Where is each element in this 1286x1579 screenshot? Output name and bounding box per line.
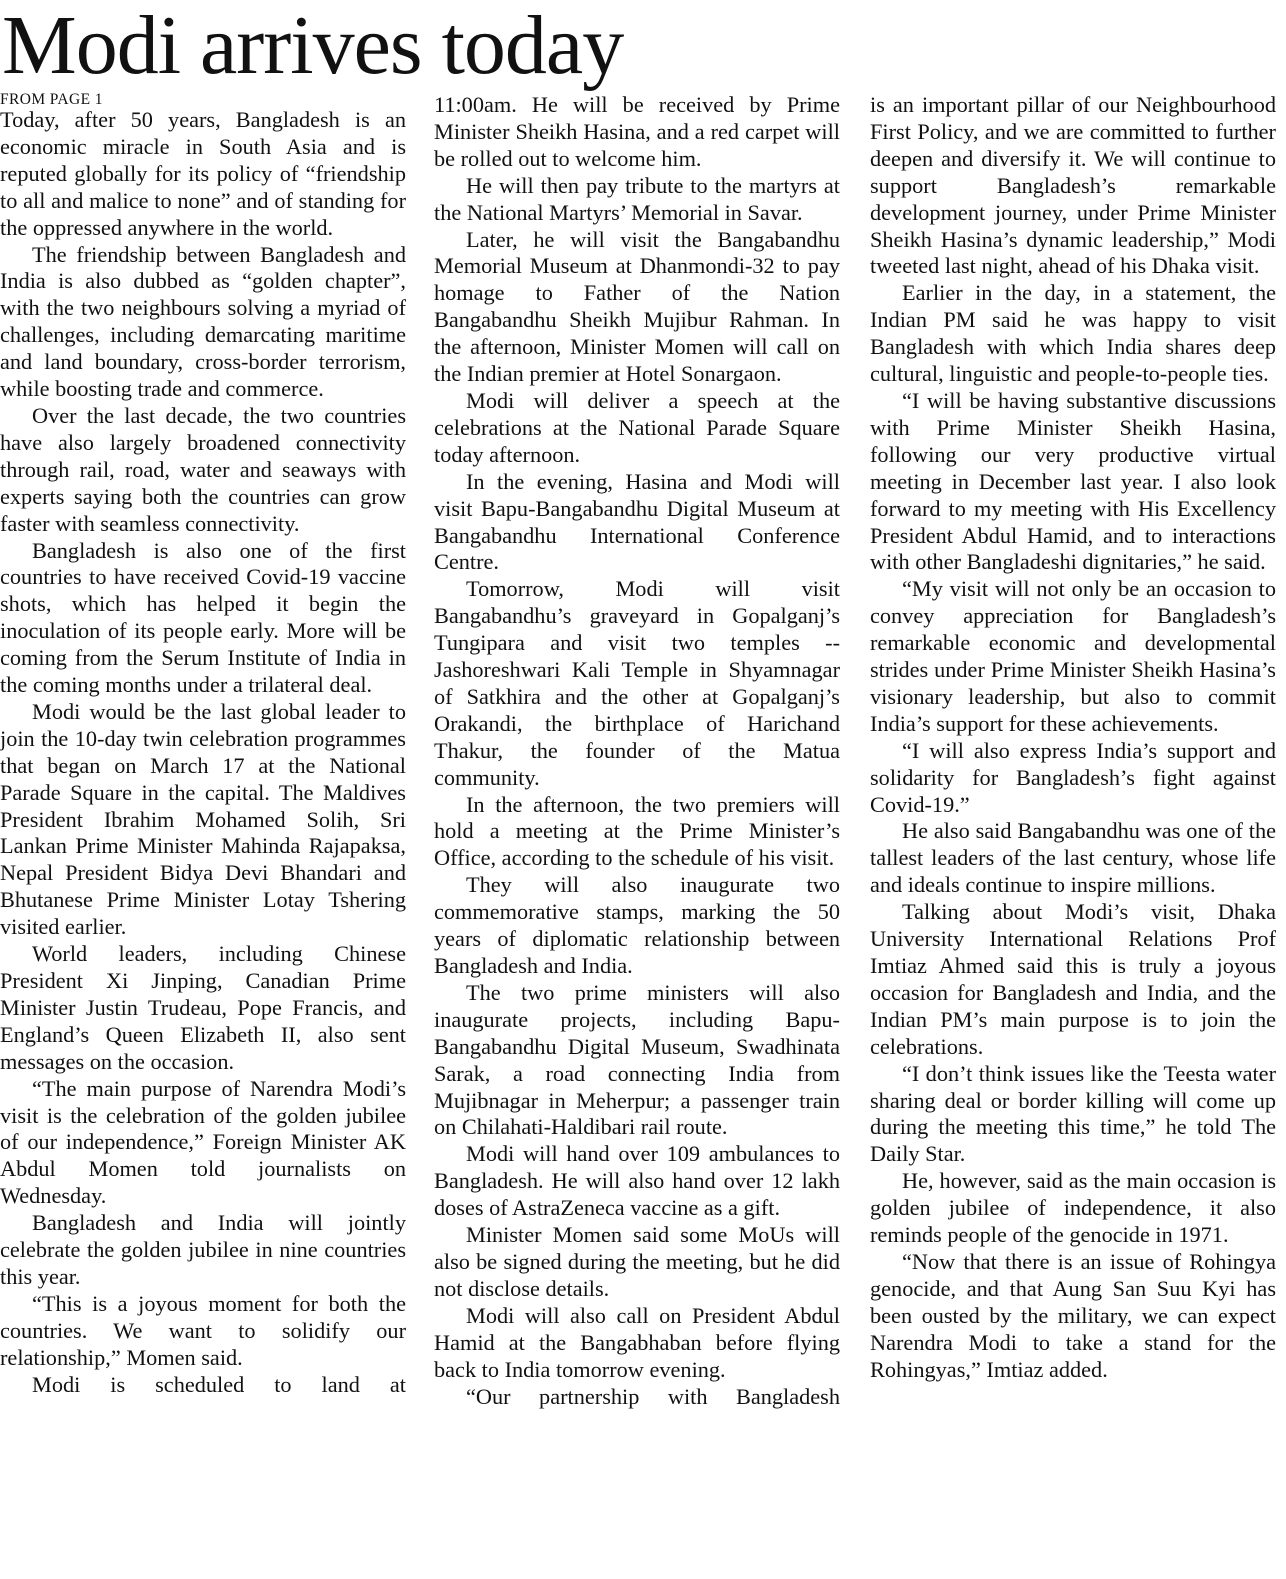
paragraph: “Our partnership with Bangladesh xyxy=(466,1383,840,1409)
paragraph: In the afternoon, the two premiers will hold a meeting at the Prime Minister’s Office, according to the schedule of his visit. xyxy=(434,791,840,871)
headline: Modi arrives today xyxy=(2,0,624,92)
paragraph: The two prime ministers will also inaugurate projects, including Bapu-Bangabandhu Digital Museum, Swadhinata Sarak, a road connecting India from Mujibnagar in Meherpur; a passenger train on Chilahati-Haldibari rail route. xyxy=(434,979,840,1140)
paragraph: He will then pay tribute to the martyrs at the National Martyrs’ Memorial in Savar. xyxy=(434,172,840,225)
paragraph: World leaders, including Chinese President Xi Jinping, Canadian Prime Minister Justin Trudeau, Pope Francis, and England’s Queen Elizabeth II, also sent messages on the occasion. xyxy=(0,941,406,1074)
paragraph: “The main purpose of Narendra Modi’s visit is the celebration of the golden jubilee of our independence,” Foreign Minister AK Abdul Momen told journalists on Wednesday. xyxy=(0,1075,406,1209)
paragraph: “I will be having substantive discussions with Prime Minister Sheikh Hasina, following our very productive virtual meeting in December last year. I also look forward to my meeting with His Excellency President Abdul Hamid, and to interactions with other Bangladeshi dignitaries,” he said. xyxy=(870,387,1276,575)
paragraph: “I will also express India’s support and solidarity for Bangladesh’s fight against Covid-19.” xyxy=(870,737,1276,817)
paragraph: “I don’t think issues like the Teesta water sharing deal or border killing will come up during the meeting this time,” he told The Daily Star. xyxy=(870,1060,1276,1167)
paragraph: He also said Bangabandhu was one of the tallest leaders of the last century, whose life and ideals continue to inspire millions. xyxy=(870,818,1276,898)
paragraph: Minister Momen said some MoUs will also be signed during the meeting, but he did not disclose details. xyxy=(434,1222,840,1301)
paragraph: Modi will deliver a speech at the celebrations at the National Parade Square today afternoon. xyxy=(434,387,840,467)
paragraph: is an important pillar of our Neighbourhood First Policy, and we are committed to further deepen and diversify it. We will continue to support Bangladesh’s remarkable development journey, under Prime Minister Sheikh Hasina’s dynamic leadership,” Modi tweeted last night, ahead of his Dhaka visit. xyxy=(870,92,1276,279)
paragraph: Modi is scheduled to land at xyxy=(32,1371,406,1397)
column-1 xyxy=(0,92,406,1572)
paragraph: In the evening, Hasina and Modi will visit Bapu-Bangabandhu Digital Museum at Bangabandhu International Conference Centre. xyxy=(434,468,840,575)
paragraph: Modi would be the last global leader to join the 10-day twin celebration programmes that began on March 17 at the National Parade Square in the capital. The Maldives President Ibrahim Mohamed Solih, Sri Lankan Prime Minister Mahinda Rajapaksa, Nepal President Bidya Devi Bhandari and Bhutanese Prime Minister Lotay Tshering visited earlier. xyxy=(0,698,406,940)
kicker: FROM PAGE 1 xyxy=(0,92,103,108)
column-3 xyxy=(870,92,1276,1572)
paragraph: The friendship between Bangladesh and India is also dubbed as “golden chapter”, with the two neighbours solving a myriad of challenges, including demarcating maritime and land boundary, cross-border terrorism, while boosting trade and commerce. xyxy=(0,241,406,402)
paragraph: Later, he will visit the Bangabandhu Memorial Museum at Dhanmondi-32 to pay homage to Father of the Nation Bangabandhu Sheikh Mujibur Rahman. In the afternoon, Minister Momen will call on the Indian premier at Hotel Sonargaon. xyxy=(434,226,840,387)
paragraph: Today, after 50 years, Bangladesh is an economic miracle in South Asia and is reputed globally for its policy of “friendship to all and malice to none” and of standing for the oppressed anywhere in the world. xyxy=(0,107,406,240)
paragraph: Tomorrow, Modi will visit Bangabandhu’s graveyard in Gopalganj’s Tungipara and visit two temples -- Jashoreshwari Kali Temple in Shyamnagar of Satkhira and the other at Gopalganj’s Orakandi, the birthplace of Harichand Thakur, the founder of the Matua community. xyxy=(434,576,840,790)
paragraph: Modi will hand over 109 ambulances to Bangladesh. He will also hand over 12 lakh doses of AstraZeneca vaccine as a gift. xyxy=(434,1141,840,1221)
paragraph: “My visit will not only be an occasion to convey appreciation for Bangladesh’s remarkable economic and developmental strides under Prime Minister Sheikh Hasina’s visionary leadership, but also to commit India’s support for these achievements. xyxy=(870,576,1276,736)
paragraph: Bangladesh and India will jointly celebrate the golden jubilee in nine countries this year. xyxy=(0,1210,406,1289)
paragraph: Bangladesh is also one of the first countries to have received Covid-19 vaccine shots, which has helped it begin the inoculation of its people early. More will be coming from the Serum Institute of India in the coming months under a trilateral deal. xyxy=(0,537,406,698)
paragraph: Over the last decade, the two countries have also largely broadened connectivity through rail, road, water and seaways with experts saying both the countries can grow faster with seamless connectivity. xyxy=(0,402,406,536)
paragraph: They will also inaugurate two commemorative stamps, marking the 50 years of diplomatic relationship between Bangladesh and India. xyxy=(434,872,840,978)
paragraph: “Now that there is an issue of Rohingya genocide, and that Aung San Suu Kyi has been ousted by the military, we can expect Narendra Modi to take a stand for the Rohingyas,” Imtiaz added. xyxy=(870,1248,1276,1382)
paragraph: Earlier in the day, in a statement, the Indian PM said he was happy to visit Bangladesh with which India shares deep cultural, linguistic and people-to-people ties. xyxy=(870,280,1276,387)
column-2 xyxy=(434,92,840,1572)
paragraph: 11:00am. He will be received by Prime Minister Sheikh Hasina, and a red carpet will be rolled out to welcome him. xyxy=(434,92,840,171)
paragraph: Modi will also call on President Abdul Hamid at the Bangabhaban before flying back to India tomorrow evening. xyxy=(434,1302,840,1382)
paragraph: Talking about Modi’s visit, Dhaka University International Relations Prof Imtiaz Ahmed said this is truly a joyous occasion for Bangladesh and India, and the Indian PM’s main purpose is to join the celebrations. xyxy=(870,899,1276,1059)
paragraph: He, however, said as the main occasion is golden jubilee of independence, it also reminds people of the genocide in 1971. xyxy=(870,1168,1276,1248)
paragraph: “This is a joyous moment for both the countries. We want to solidify our relationship,” Momen said. xyxy=(0,1290,406,1370)
